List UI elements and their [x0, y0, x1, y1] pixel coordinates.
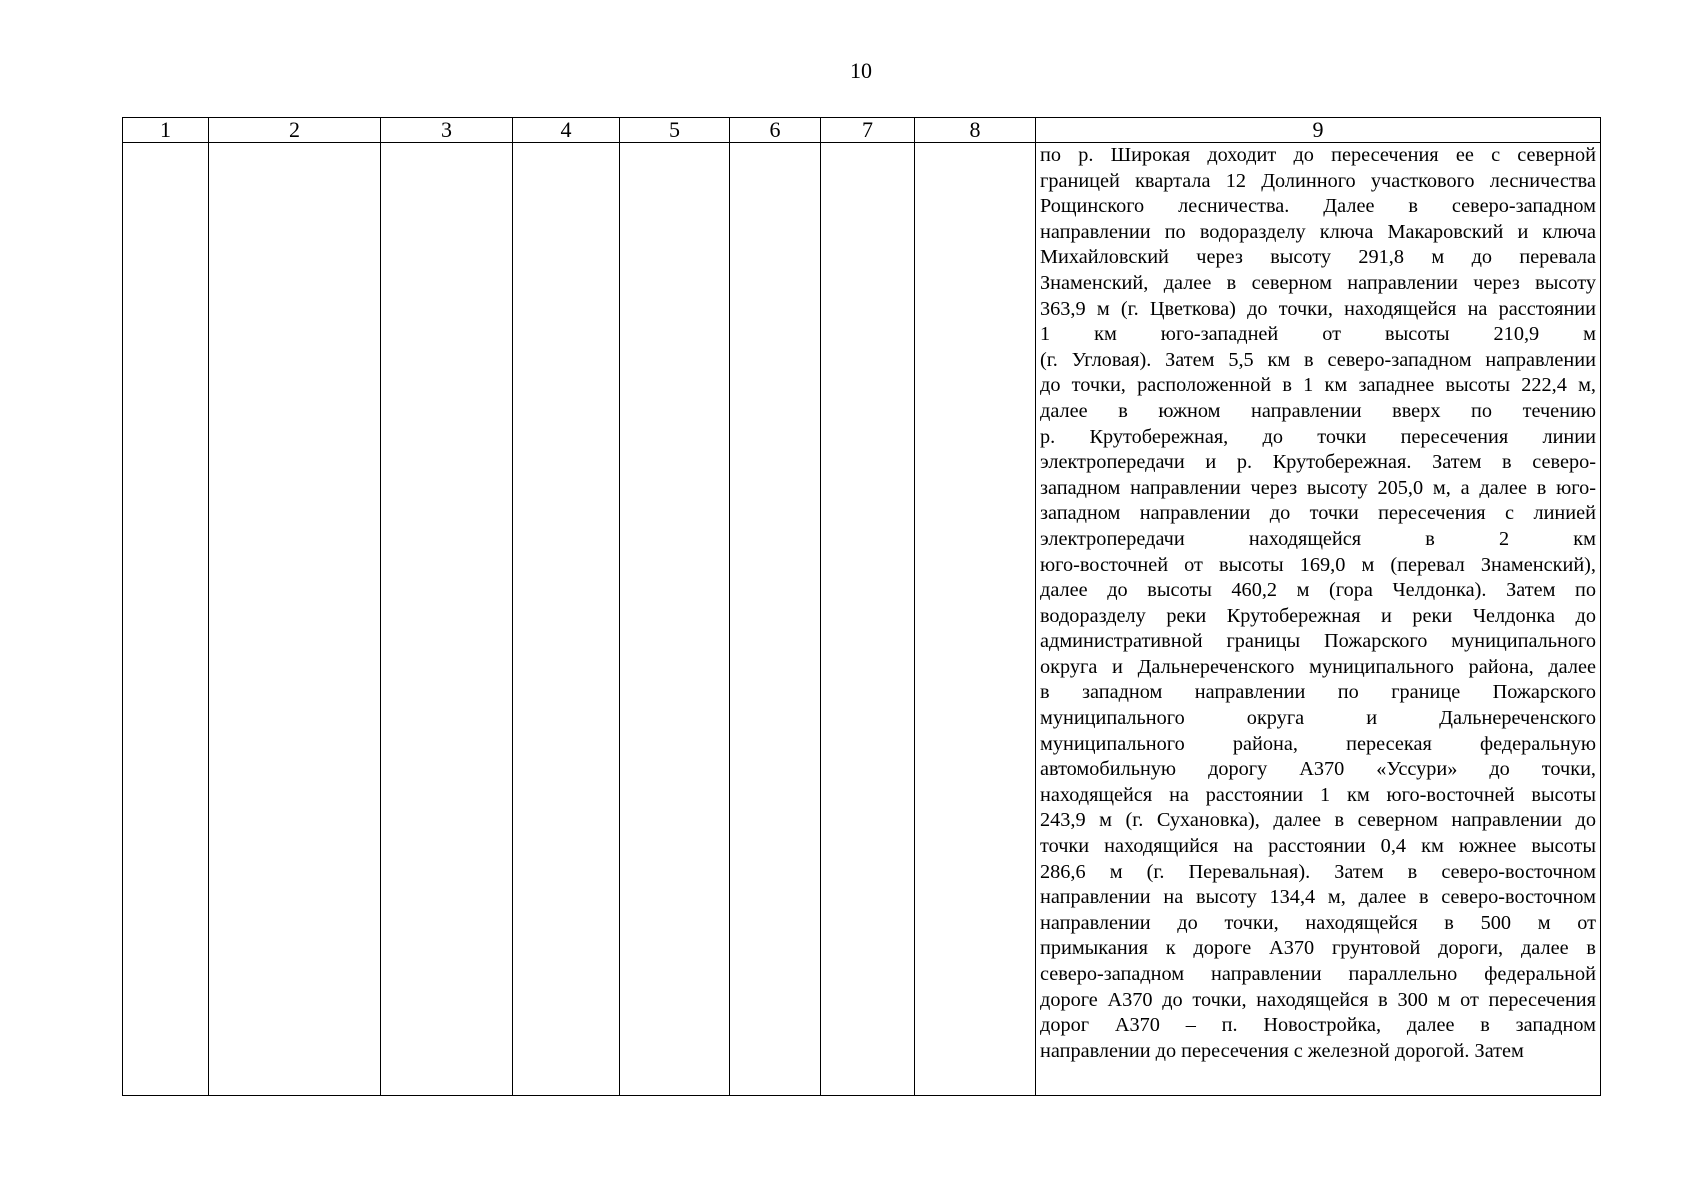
column-header-9: 9 — [1036, 118, 1601, 143]
cell-col-5 — [620, 143, 730, 1096]
description-line: направлении до точки, находящейся в 500 м от — [1040, 911, 1596, 934]
description-line: направлении на высоту 134,4 м, далее в северо-восточном — [1040, 886, 1596, 909]
description-line: дороге А370 до точки, находящейся в 300 м от пересечения — [1040, 988, 1596, 1011]
column-header-2: 2 — [209, 118, 381, 143]
column-header-6: 6 — [730, 118, 821, 143]
column-header-1: 1 — [123, 118, 209, 143]
description-line: электропередачи и р. Крутобережная. Затем в северо- — [1040, 451, 1596, 474]
description-line: точки находящийся на расстоянии 0,4 км южнее высоты — [1040, 835, 1596, 858]
column-header-4: 4 — [513, 118, 620, 143]
description-line: водоразделу реки Крутобережная и реки Челдонка до — [1040, 604, 1596, 627]
description-line: административной границы Пожарского муниципального — [1040, 630, 1596, 653]
description-line: р. Крутобережная, до точки пересечения линии — [1040, 425, 1596, 448]
description-line: северо-западном направлении параллельно федеральной — [1040, 963, 1596, 985]
description-line: границей квартала 12 Долинного участкового лесничества — [1040, 169, 1596, 192]
header-row — [123, 118, 1601, 143]
description-line: западном направлении до точки пересечения с линией — [1040, 502, 1596, 525]
description-line: направлении по водоразделу ключа Макаровский и ключа — [1040, 220, 1596, 243]
column-header-3: 3 — [381, 118, 513, 143]
column-header-7: 7 — [821, 118, 915, 143]
description-line: (г. Угловая). Затем 5,5 км в северо-западном направлении — [1040, 348, 1596, 371]
cell-col-1 — [123, 143, 209, 1096]
description-line: западном направлении через высоту 205,0 м, а далее в юго- — [1040, 476, 1596, 499]
description-line: муниципального округа и Дальнереченского — [1040, 707, 1596, 730]
boundary-description-table — [122, 117, 1601, 1096]
description-line: по р. Широкая доходит до пересечения ее с северной — [1040, 144, 1596, 166]
description-line: Михайловский через высоту 291,8 м до перевала — [1040, 246, 1596, 269]
description-line: до точки, расположенной в 1 км западнее высоты 222,4 м, — [1040, 374, 1596, 397]
description-line: юго-восточней от высоты 169,0 м (перевал Знаменский), — [1040, 553, 1596, 576]
description-line: далее в южном направлении вверх по течению — [1040, 399, 1596, 422]
table-row — [123, 143, 1601, 1096]
cell-col-6 — [730, 143, 821, 1096]
description-line: муниципального района, пересекая федеральную — [1040, 732, 1596, 755]
cell-col-3 — [381, 143, 513, 1096]
description-line: автомобильную дорогу А370 «Уссури» до точки, — [1040, 758, 1596, 781]
description-line: округа и Дальнереченского муниципального района, далее — [1040, 655, 1596, 678]
description-line: в западном направлении по границе Пожарского — [1040, 681, 1596, 704]
description-line: 363,9 м (г. Цветкова) до точки, находящейся на расстоянии — [1040, 297, 1596, 320]
description-line: 243,9 м (г. Сухановка), далее в северном направлении до — [1040, 809, 1596, 832]
description-line: электропередачи находящейся в 2 км — [1040, 527, 1596, 550]
column-header-8: 8 — [915, 118, 1036, 143]
cell-col-4 — [513, 143, 620, 1096]
description-line: дорог А370 – п. Новостройка, далее в западном — [1040, 1014, 1596, 1037]
description-line: далее до высоты 460,2 м (гора Челдонка). Затем по — [1040, 579, 1596, 602]
description-line: 1 км юго-западней от высоты 210,9 м — [1040, 323, 1596, 346]
description-line: примыкания к дороге А370 грунтовой дороги, далее в — [1040, 937, 1596, 960]
boundary-description-cell — [1036, 143, 1601, 1096]
column-header-5: 5 — [620, 118, 730, 143]
description-line: Знаменский, далее в северном направлении через высоту — [1040, 271, 1596, 294]
description-line: направлении до пересечения с железной дорогой. Затем — [1040, 1039, 1524, 1062]
cell-col-7 — [821, 143, 915, 1096]
cell-col-2 — [209, 143, 381, 1096]
description-line: 286,6 м (г. Перевальная). Затем в северо-восточном — [1040, 860, 1596, 883]
description-line: находящейся на расстоянии 1 км юго-восточней высоты — [1040, 783, 1596, 806]
cell-col-8 — [915, 143, 1036, 1096]
page-number: 10 — [850, 58, 872, 83]
description-line: Рощинского лесничества. Далее в северо-западном — [1040, 195, 1596, 218]
